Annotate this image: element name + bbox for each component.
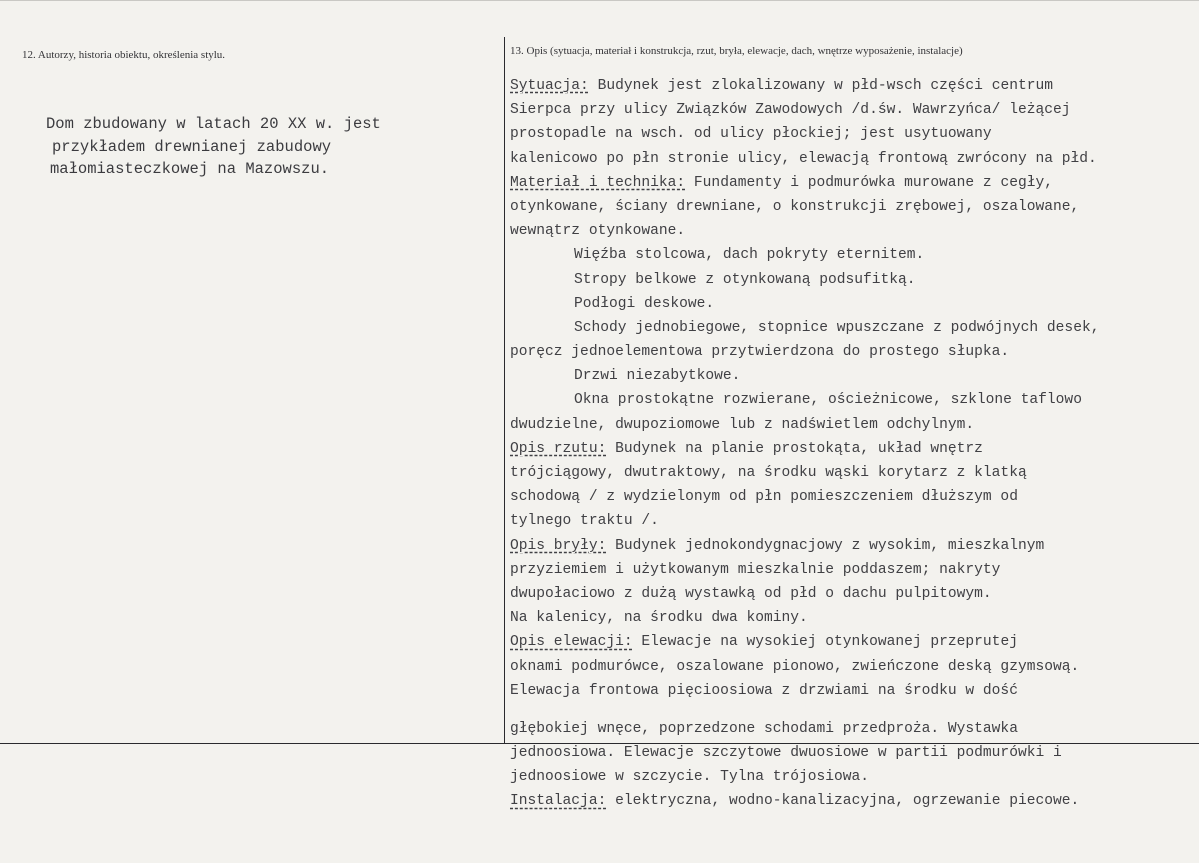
text-line: przyziemiem i użytkowanym mieszkalnie poddaszem; nakryty [510,561,1001,578]
text-line: tylnego traktu /. [510,513,659,530]
text-line: Elewacja frontowa pięcioosiowa z drzwiami na środku w dość [510,682,1018,699]
vertical-divider [504,37,505,743]
heading-sytuacja: Sytuacja: [510,78,589,94]
text-span: Budynek jest zlokalizowany w płd-wsch części centrum [597,78,1053,94]
text-line: wewnątrz otynkowane. [510,223,686,240]
text-line: Stropy belkowe z otynkowaną podsufitką. [574,271,916,288]
text-line: jednoosiowe w szczycie. Tylna trójosiowa. [510,769,870,786]
heading-rzut: Opis rzutu: [510,440,607,457]
section-12-label: 12. Autorzy, historia obiektu, określenia stylu. [22,49,226,61]
text-span: Budynek na planie prostokąta, układ wnętrz [615,440,983,457]
text-line: poręcz jednoelementowa przytwierdzona do prostego słupka. [510,344,1010,361]
text-line: Więźba stolcowa, dach pokryty eternitem. [574,247,925,264]
section-gap [510,703,1196,717]
text-span: Fundamenty i podmurówka murowane z cegły, [693,174,1053,191]
text-line: kalenicowo po płn stronie ulicy, elewacją frontową zwrócony na płd. [510,150,1097,167]
text-line: przykładem drewnianej zabudowy [52,137,332,156]
section-13-text [510,74,1196,814]
text-line: trójciągowy, dwutraktowy, na środku wąski korytarz z klatką [510,465,1027,481]
section-12-text [46,113,466,181]
text-line [510,534,1196,558]
text-line: głębokiej wnęce, poprzedzone schodami przedproża. Wystawka [510,720,1018,737]
heading-instalacja: Instalacja: [510,793,607,810]
text-line [510,789,1196,813]
text-span: elektryczna, wodno-kanalizacyjna, ogrzewanie piecowe. [615,793,1080,810]
text-line: prostopadle na wsch. od ulicy płockiej; jest usytuowany [510,126,992,143]
text-line: jednoosiowa. Elewacje szczytowe dwuosiowe w partii podmurówki i [510,745,1062,762]
heading-bryla: Opis bryły: [510,537,607,554]
section-13-label: 13. Opis (sytuacja, materiał i konstrukcja, rzut, bryła, elewacje, dach, wnętrze wyposażenie, instalacje) [510,45,963,57]
text-line [510,74,1196,98]
text-line [510,630,1196,654]
text-line: dwudzielne, dwupoziomowe lub z nadświetlem odchylnym. [510,416,975,433]
text-line [510,171,1196,195]
text-line: Okna prostokątne rozwierane, ościeżnicowe, szklone taflowo [574,392,1082,409]
heading-elewacje: Opis elewacji: [510,634,633,651]
text-line: małomiasteczkowej na Mazowszu. [50,160,330,178]
text-line: Sierpca przy ulicy Związków Zawodowych /d.św. Wawrzyńca/ leżącej [510,102,1071,119]
text-line [510,437,1196,461]
text-line: otynkowane, ściany drewniane, o konstrukcji zrębowej, oszalowane, [510,198,1080,215]
text-line: Schody jednobiegowe, stopnice wpuszczane z podwójnych desek, [574,319,1100,336]
text-span: Budynek jednokondygnacjowy z wysokim, mieszkalnym [615,537,1045,554]
text-line: Dom zbudowany w latach 20 XX w. jest [46,115,381,133]
text-line: Drzwi niezabytkowe. [574,368,741,385]
text-line: oknami podmurówce, oszalowane pionowo, zwieńczone deską gzymsową. [510,658,1080,675]
text-line: Na kalenicy, na środku dwa kominy. [510,610,808,627]
text-line: dwupołaciowo z dużą wystawką od płd o dachu pulpitowym. [510,585,992,602]
text-line: schodową / z wydzielonym od płn pomieszczeniem dłuższym od [510,489,1018,506]
text-span: Elewacje na wysokiej otynkowanej przeprutej [641,634,1018,651]
heading-material: Materiał i technika: [510,174,686,191]
text-line: Podłogi deskowe. [574,295,715,312]
